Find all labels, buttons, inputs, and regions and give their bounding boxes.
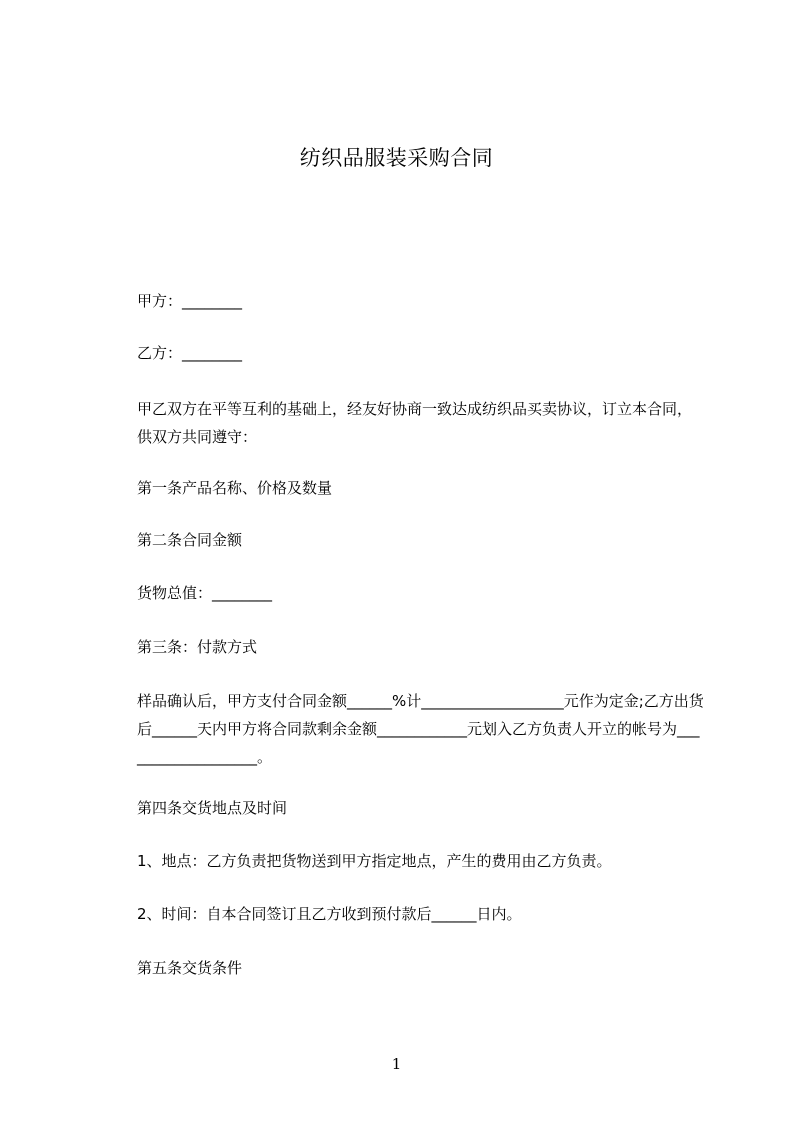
delivery-location-clause: 1、地点：乙方负责把货物送到甲方指定地点，产生的费用由乙方负责。 [137,852,612,870]
article-3-heading: 第三条：付款方式 [137,638,258,656]
article-1-heading: 第一条产品名称、价格及数量 [137,479,333,497]
article-2-heading: 第二条合同金额 [137,531,243,549]
total-value-line: 货物总值：________ [137,584,273,602]
delivery-time-clause: 2、时间：自本合同签订且乙方收到预付款后______日内。 [137,905,522,923]
document-title: 纺织品服装采购合同 [299,146,494,170]
intro-paragraph: 甲乙双方在平等互利的基础上，经友好协商一致达成纺织品买卖协议，订立本合同，供双方共同遵守： [137,400,693,446]
payment-terms-paragraph: 样品确认后，甲方支付合同金额______%计___________________元作为定金;乙方出货后______天内甲方将合同款剩余金额____________元划入乙方负责人开立的帐号为___________________。 [137,692,704,766]
page-number: 1 [391,1055,402,1073]
party-a-line: 甲方：________ [137,292,243,310]
article-5-heading: 第五条交货条件 [137,959,243,977]
article-4-heading: 第四条交货地点及时间 [137,799,288,817]
party-b-line: 乙方：________ [137,344,243,362]
